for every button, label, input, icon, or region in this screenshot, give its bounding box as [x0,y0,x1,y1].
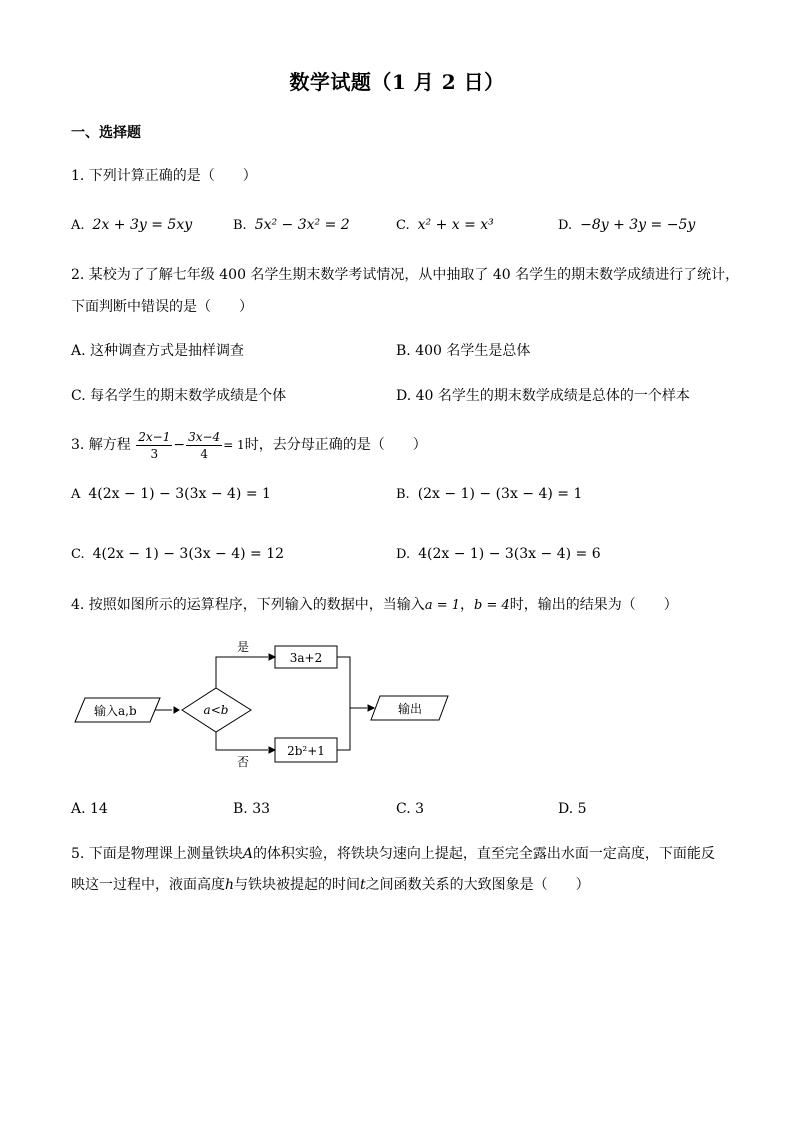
question-3-stem: 3. 解方程 $\frac{2x-1}{3}$ − $\frac{3x-4}{4}$ = 1时，去分母正确的是（ ） [71,429,427,461]
section-heading: 一、选择题 [71,125,141,141]
option-label: B. [396,487,410,502]
q3-option-a [71,486,271,503]
q3-option-b [396,486,582,503]
question-5-stem-line2 [71,877,590,893]
yes-box-label: 3a+2 [289,651,323,665]
fraction-1-denominator: 3 [150,446,159,461]
fraction-1-numerator: 2x−1 [138,429,171,444]
option-expr: (2x − 1) − (3x − 4) = 1 [417,486,583,502]
stem-suffix: 时，去分母正确的是（ ） [244,437,427,453]
fraction-2-numerator: 3x−4 [188,429,221,444]
q4-option-d [558,801,587,817]
arrow-head [269,747,275,753]
question-4-stem [71,597,678,614]
no-box-label: 2b²+1 [287,744,325,758]
output-label: 输出 [397,702,423,716]
stem-prefix: 3. 解方程 [71,437,131,453]
option-label: B. [233,218,247,233]
option-text: 每名学生的期末数学成绩是个体 [90,388,287,404]
q1-option-b [233,217,350,234]
separator: ， [460,597,474,613]
variable-h: h [225,877,235,893]
stem-text: 与铁块被提起的时间 [234,877,361,893]
flowchart [70,630,460,780]
stem-prefix: 4. 按照如图所示的运算程序，下列输入的数据中，当输入 [71,597,425,613]
q2-option-b [396,343,530,359]
condition-a: a = 1 [424,598,460,613]
option-expr: 5x² − 3x² = 2 [254,217,350,233]
question-1-stem: 1. 下列计算正确的是（ ） [71,168,257,184]
option-label: B. [396,343,411,359]
arrow-head [174,707,179,713]
option-text: 5 [577,801,587,817]
fraction-2 [186,430,222,461]
option-label: D. [396,388,412,404]
option-label: A. [71,343,86,359]
q2-option-c [71,388,286,404]
no-label: 否 [237,755,250,769]
yes-label: 是 [237,640,250,654]
input-label: 输入a,b [94,704,137,718]
page-title: 数学试题（1 月 2 日） [289,70,505,94]
option-label: A [71,487,81,502]
option-label: C. [71,388,86,404]
option-expr: 4(2x − 1) − 3(3x − 4) = 1 [88,486,271,502]
q2-option-d [396,388,690,404]
option-expr: 2x + 3y = 5xy [92,217,193,233]
option-text: 33 [252,801,271,817]
fraction-1 [136,430,172,461]
option-label: D. [396,547,411,562]
option-label: C. [396,218,410,233]
stem-text: 的体积实验，将铁块匀速向上提起，直至完全露出水面一定高度，下面能反 [252,846,715,862]
option-label: A. [71,801,86,817]
option-text: 400 名学生是总体 [415,343,531,359]
option-label: D. [558,218,573,233]
fraction-2-denominator: 4 [200,446,208,461]
arrow-head [269,654,275,660]
variable-a: A [242,846,253,862]
stem-text: 5. 下面是物理课上测量铁块 [71,846,243,862]
option-label: C. [71,547,85,562]
option-expr: x² + x = x³ [417,217,494,233]
option-label: C. [396,801,411,817]
q1-option-d [558,217,695,234]
decision-label: a<b [203,703,229,717]
option-text: 3 [415,801,425,817]
q4-option-c [396,801,424,817]
option-expr: 4(2x − 1) − 3(3x − 4) = 12 [92,546,285,562]
question-2-stem-line1: 2. 某校为了了解七年级 400 名学生期末数学考试情况，从中抽取了 40 名学生的期末数学成绩进行了统计， [71,267,740,283]
option-text: 40 名学生的期末数学成绩是总体的一个样本 [415,388,690,404]
variable-t: t [360,877,366,893]
equation-rest: = 1 [223,438,245,452]
q3-option-c [71,546,284,563]
question-5-stem-line1 [71,846,715,862]
connector-no [216,732,268,750]
connector-yes [216,657,268,688]
connector-merge [337,657,350,750]
option-expr: 4(2x − 1) − 3(3x − 4) = 6 [418,546,601,562]
option-label: B. [233,801,248,817]
question-2-stem-line2: 下面判断中错误的是（ ） [71,299,253,315]
stem-text: 之间函数关系的大致图象是（ ） [365,877,590,893]
stem-suffix: 时，输出的结果为（ ） [509,597,678,613]
q3-option-d [396,546,601,563]
option-label: A. [71,218,85,233]
q1-option-c [396,217,494,234]
q1-option-a [71,217,192,234]
option-text: 14 [90,801,108,817]
q2-option-a [71,343,244,359]
q4-option-a [71,801,108,817]
arrow-head [368,705,374,711]
q4-option-b [233,801,270,817]
option-expr: −8y + 3y = −5y [580,217,696,233]
stem-text: 映这一过程中，液面高度 [71,877,225,893]
option-text: 这种调查方式是抽样调查 [90,343,245,359]
condition-b: b = 4 [474,598,510,613]
option-label: D. [558,801,574,817]
